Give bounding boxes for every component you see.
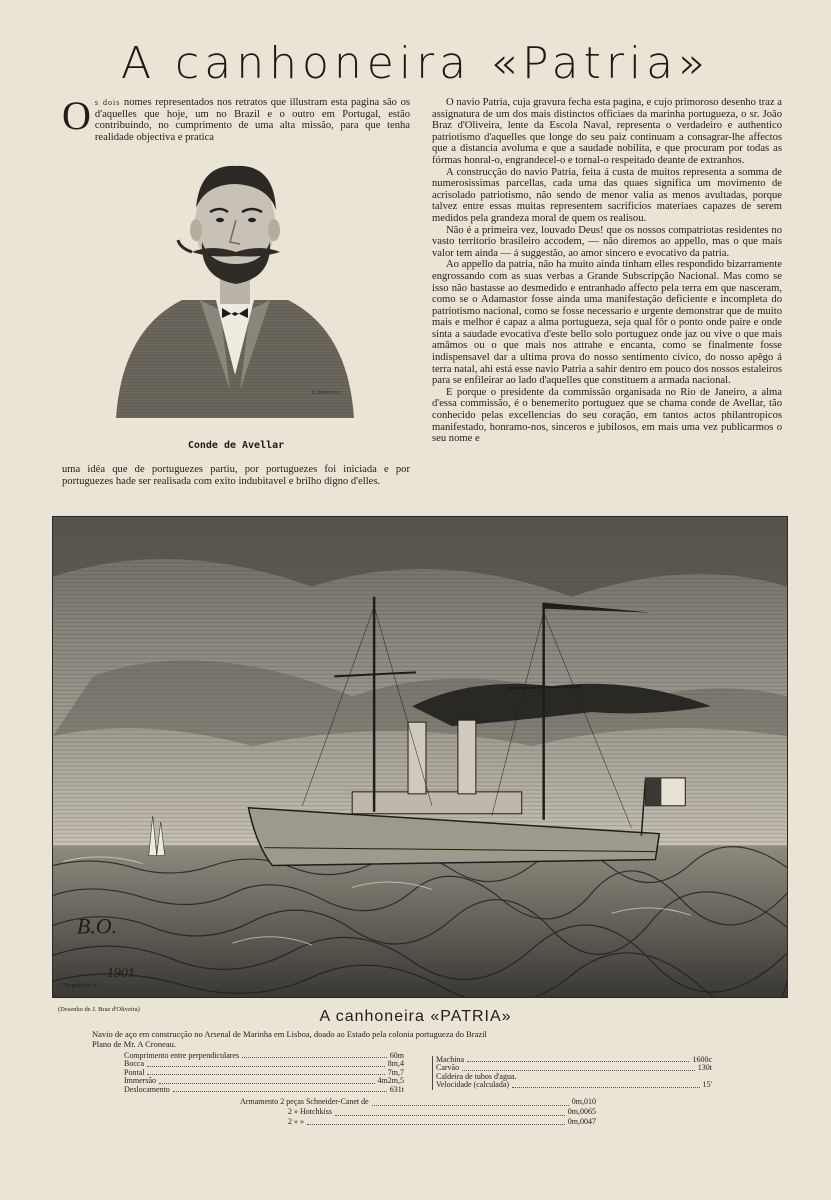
spec-value: 7m,7 [387,1067,404,1077]
spec-row [436,1081,712,1089]
drawing-credit: (Desenho de J. Braz d'Oliveira) [58,1006,140,1013]
engraving-monogram: B.O. [76,913,118,939]
spec-label: Velocidade (calculada) [436,1080,510,1090]
article-right-column [432,97,782,445]
plate-description-line: Navio de aço em construcção no Arsenal de Marinha em Lisboa, doado ao Estado pela colonia portugueza do Brazil [92,1029,487,1039]
armament-label: 2 » Hotchkiss [288,1106,332,1116]
article-left-conclusion [62,464,410,487]
spec-row [124,1060,404,1068]
article-left-intro [62,93,411,143]
drop-cap: O [62,93,91,138]
armament-value: 0m,0047 [567,1116,596,1126]
spec-value: 15' [702,1080,712,1090]
spec-label: Carvão [436,1063,460,1073]
article-paragraph: O navio Patria, cuja gravura fecha esta pagina, e cujo primoroso desenho traz a assignatura de um dos mais distinctos officiaes da marinha portugueza, o sr. João Braz d'Oliveira, lente da Escola Naval, representa o verdadeiro e authentico patriotismo d'aquelles que longe do seu paiz continuam a consagrar-lhe affectos que a distancia avoluma e que a saudade nobilita, e que procuram por todas as fórmas honral-o, engrandecel-o e tornal-o respeitado deante de extranhos. [432,97,782,166]
article-paragraph: Ao appello da patria, não ha muito ainda tinham elles respondido bizarramente engrossando com as suas verbas a Grande Subscripção Nacional. Mas como se isso não bastasse ao desmedido e entranhado affecto pela terra em que nasceram, como se o Adamastor fosse ainda uma manifestação deficiente e incompleta do patriotismo nacional, como se fosse necessario e urgente demonstrar que de muito mais e melhor é capaz a alma portugueza, seja qual fôr o ponto onde paire e onde sinta a saudade evocativa d'este bello solo portuguez onde jaz ou vive o que mais amâmos ou o que mais nos attrahe e encanta, como se finalmente fosse indispensavel dar a ultima prova do nosso sentimento civico, do nosso apêgo á terra natal, ahi está esse navio Patria a sahir dentro em pouco dos nossos estaleiros para se enfileirar ao lado d'aquelles que constituem a armada nacional. [432,259,782,387]
armament-value: 0m,010 [571,1097,596,1106]
spec-value: 631t [389,1084,404,1094]
specs-left-table [124,1052,404,1094]
armament-label: 2 » » [288,1116,304,1126]
spec-label: Caldeira de tubos d'agua. [436,1071,517,1081]
spec-label: Immersão [124,1076,156,1086]
intro-text: nomes representados nos retratos que illustram esta pagina são os d'aquelles que hoje, um no Brazil e o outro em Portugal, estão contribuindo, no cumprimento de uma alta missão, para que tenha realidade objectiva e pratica [94,97,411,143]
armament-label: Armamento 2 peças Schneider-Canet de [240,1097,369,1106]
spec-value: 4m2m,5 [377,1076,404,1086]
spec-value: 130t [697,1063,712,1073]
article-paragraph: E porque o presidente da commissão organisada no Rio de Janeiro, a alma d'essa commissão, é o benemerito portuguez que se chama conde de Avellar, tão conhecido pelas excellencias do seu coração, em tantos actos philantropicos manifestado, honramo-nos, sinceros e jubilosos, em mais uma vez publicarmos o seu nome e [432,386,782,445]
armament-table [240,1098,596,1127]
specs-right-table [432,1056,712,1090]
spec-value: 60m [389,1051,404,1060]
plate-title: A canhoneira «PATRIA» [319,1008,512,1025]
spec-label: Deslocamento [124,1084,170,1094]
plate-plan-credit: Plano de Mr. A Croneau. [92,1038,177,1049]
armament-value: 0m,0065 [567,1106,596,1116]
spec-label: Bocca [124,1059,144,1069]
spec-value: 8m,4 [387,1059,404,1069]
spec-row [124,1052,404,1060]
left-bottom-text: uma idéa que de portuguezes partiu, por portuguezes foi iniciada e por portuguezes hade ser realisada com exito indubitavel e brilho digno d'elles. [62,464,410,487]
plate-description [92,1030,652,1049]
spec-label: Machina [436,1055,464,1064]
portrait-signature: C.Monteiro [312,390,340,396]
spec-row [436,1056,712,1064]
spec-value: 1600c [692,1055,712,1064]
intro-smallcaps: s dois [94,98,121,107]
article-paragraph: Não é a primeira vez, louvado Deus! que os nossos compatriotas residentes no vasto territorio brasileiro accodem, — não diremos ao appello, mas o que mais valor tem ainda — á suggestão, ao amor sincero e evocativo da patria. [432,224,782,259]
ship-engraving [52,516,788,998]
engraving-year: 1901 [106,966,135,982]
spec-label: Pontal [124,1067,145,1077]
page-title: A canhoneira «Patria» [120,38,711,89]
spec-row [124,1086,404,1094]
engraving-engraver: Diegodinho Jr [62,983,97,990]
portrait-caption: Conde de Avellar [187,440,285,451]
spec-label: Comprimento entre perpendiculares [124,1051,240,1060]
armament-row [240,1118,596,1128]
spec-row [124,1069,404,1077]
portrait-image [112,160,358,420]
article-paragraph: A construcção do navio Patria, feita á custa de muitos representa a somma de numerosissimas parcellas, cada uma das quaes significa um movimento de acrisolado patriotismo, não sendo de menor valia as menos avultadas, porque talvez entre essas muitas representem sacrificios materiaes capazes de serem medidos pela grandeza moral de quem os realisou. [432,166,782,224]
